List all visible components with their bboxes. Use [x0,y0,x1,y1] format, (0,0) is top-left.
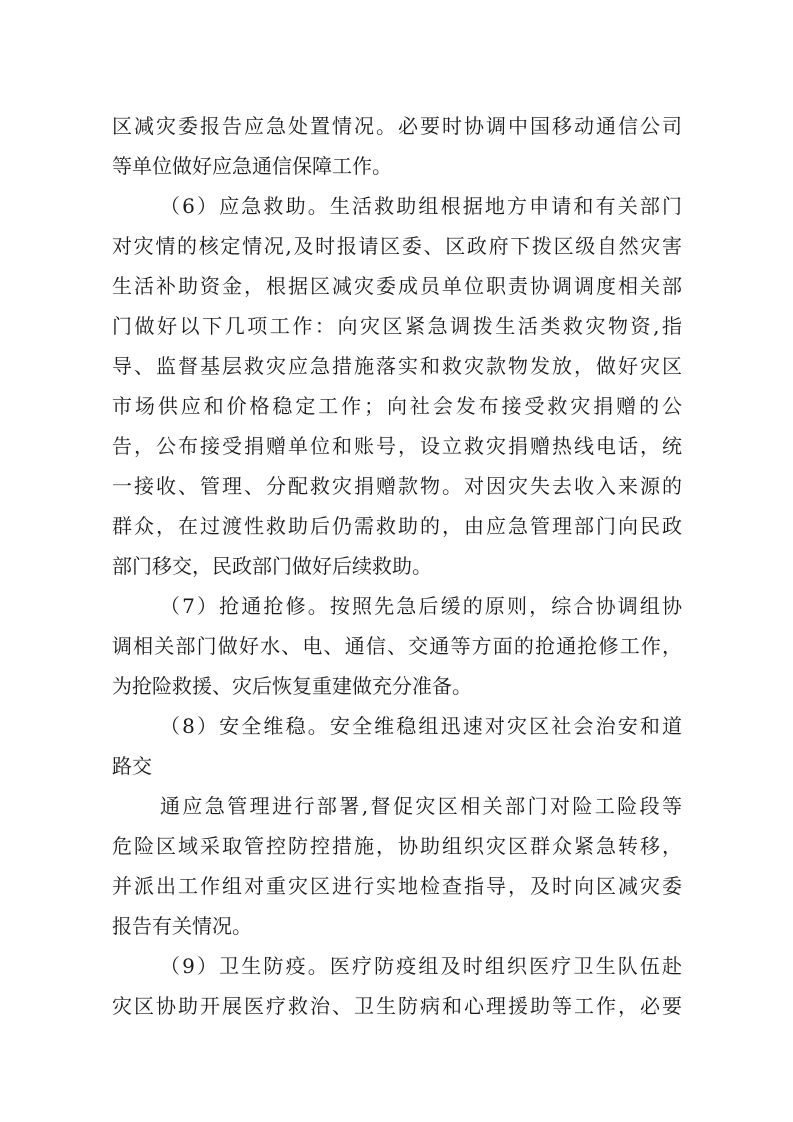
text-line: 报告有关情况。 [112,914,252,938]
text-line: 路交 [112,754,152,778]
text-line: 群众，在过渡性救助后仍需救助的，由应急管理部门向民政 [112,514,682,538]
paragraph-heading-line: （8）安全维稳。安全维稳组迅速对灾区社会治安和道 [160,714,682,738]
text-line: 为抢险救援、灾后恢复重建做充分准备。 [112,674,472,698]
text-line: 等单位做好应急通信保障工作。 [112,154,392,178]
paragraph-heading-line: （9）卫生防疫。医疗防疫组及时组织医疗卫生队伍赴 [160,954,682,978]
text-line: 导、监督基层救灾应急措施落实和救灾款物发放，做好灾区 [112,354,682,378]
text-line: 门做好以下几项工作：向灾区紧急调拨生活类救灾物资,指 [112,314,682,338]
text-line: 市场供应和价格稳定工作；向社会发布接受救灾捐赠的公 [112,394,682,418]
text-line: 通应急管理进行部署,督促灾区相关部门对险工险段等 [160,794,682,818]
text-line: 一接收、管理、分配救灾捐赠款物。对因灾失去收入来源的 [112,474,682,498]
text-line: 并派出工作组对重灾区进行实地检查指导，及时向区减灾委 [112,874,682,898]
text-line: 对灾情的核定情况,及时报请区委、区政府下拨区级自然灾害 [112,234,682,258]
text-line: 生活补助资金，根据区减灾委成员单位职责协调调度相关部 [112,274,682,298]
text-line: 灾区协助开展医疗救治、卫生防病和心理援助等工作，必要 [112,994,682,1018]
text-line: 告，公布接受捐赠单位和账号，设立救灾捐赠热线电话，统 [112,434,682,458]
text-line: 危险区域采取管控防控措施，协助组织灾区群众紧急转移， [112,834,682,858]
text-line: 调相关部门做好水、电、通信、交通等方面的抢通抢修工作， [112,634,682,658]
paragraph-heading-line: （6）应急救助。生活救助组根据地方申请和有关部门 [160,194,682,218]
text-line: 部门移交，民政部门做好后续救助。 [112,554,432,578]
paragraph-heading-line: （7）抢通抢修。按照先急后缓的原则，综合协调组协 [160,594,682,618]
text-line: 区减灾委报告应急处置情况。必要时协调中国移动通信公司 [112,114,682,138]
